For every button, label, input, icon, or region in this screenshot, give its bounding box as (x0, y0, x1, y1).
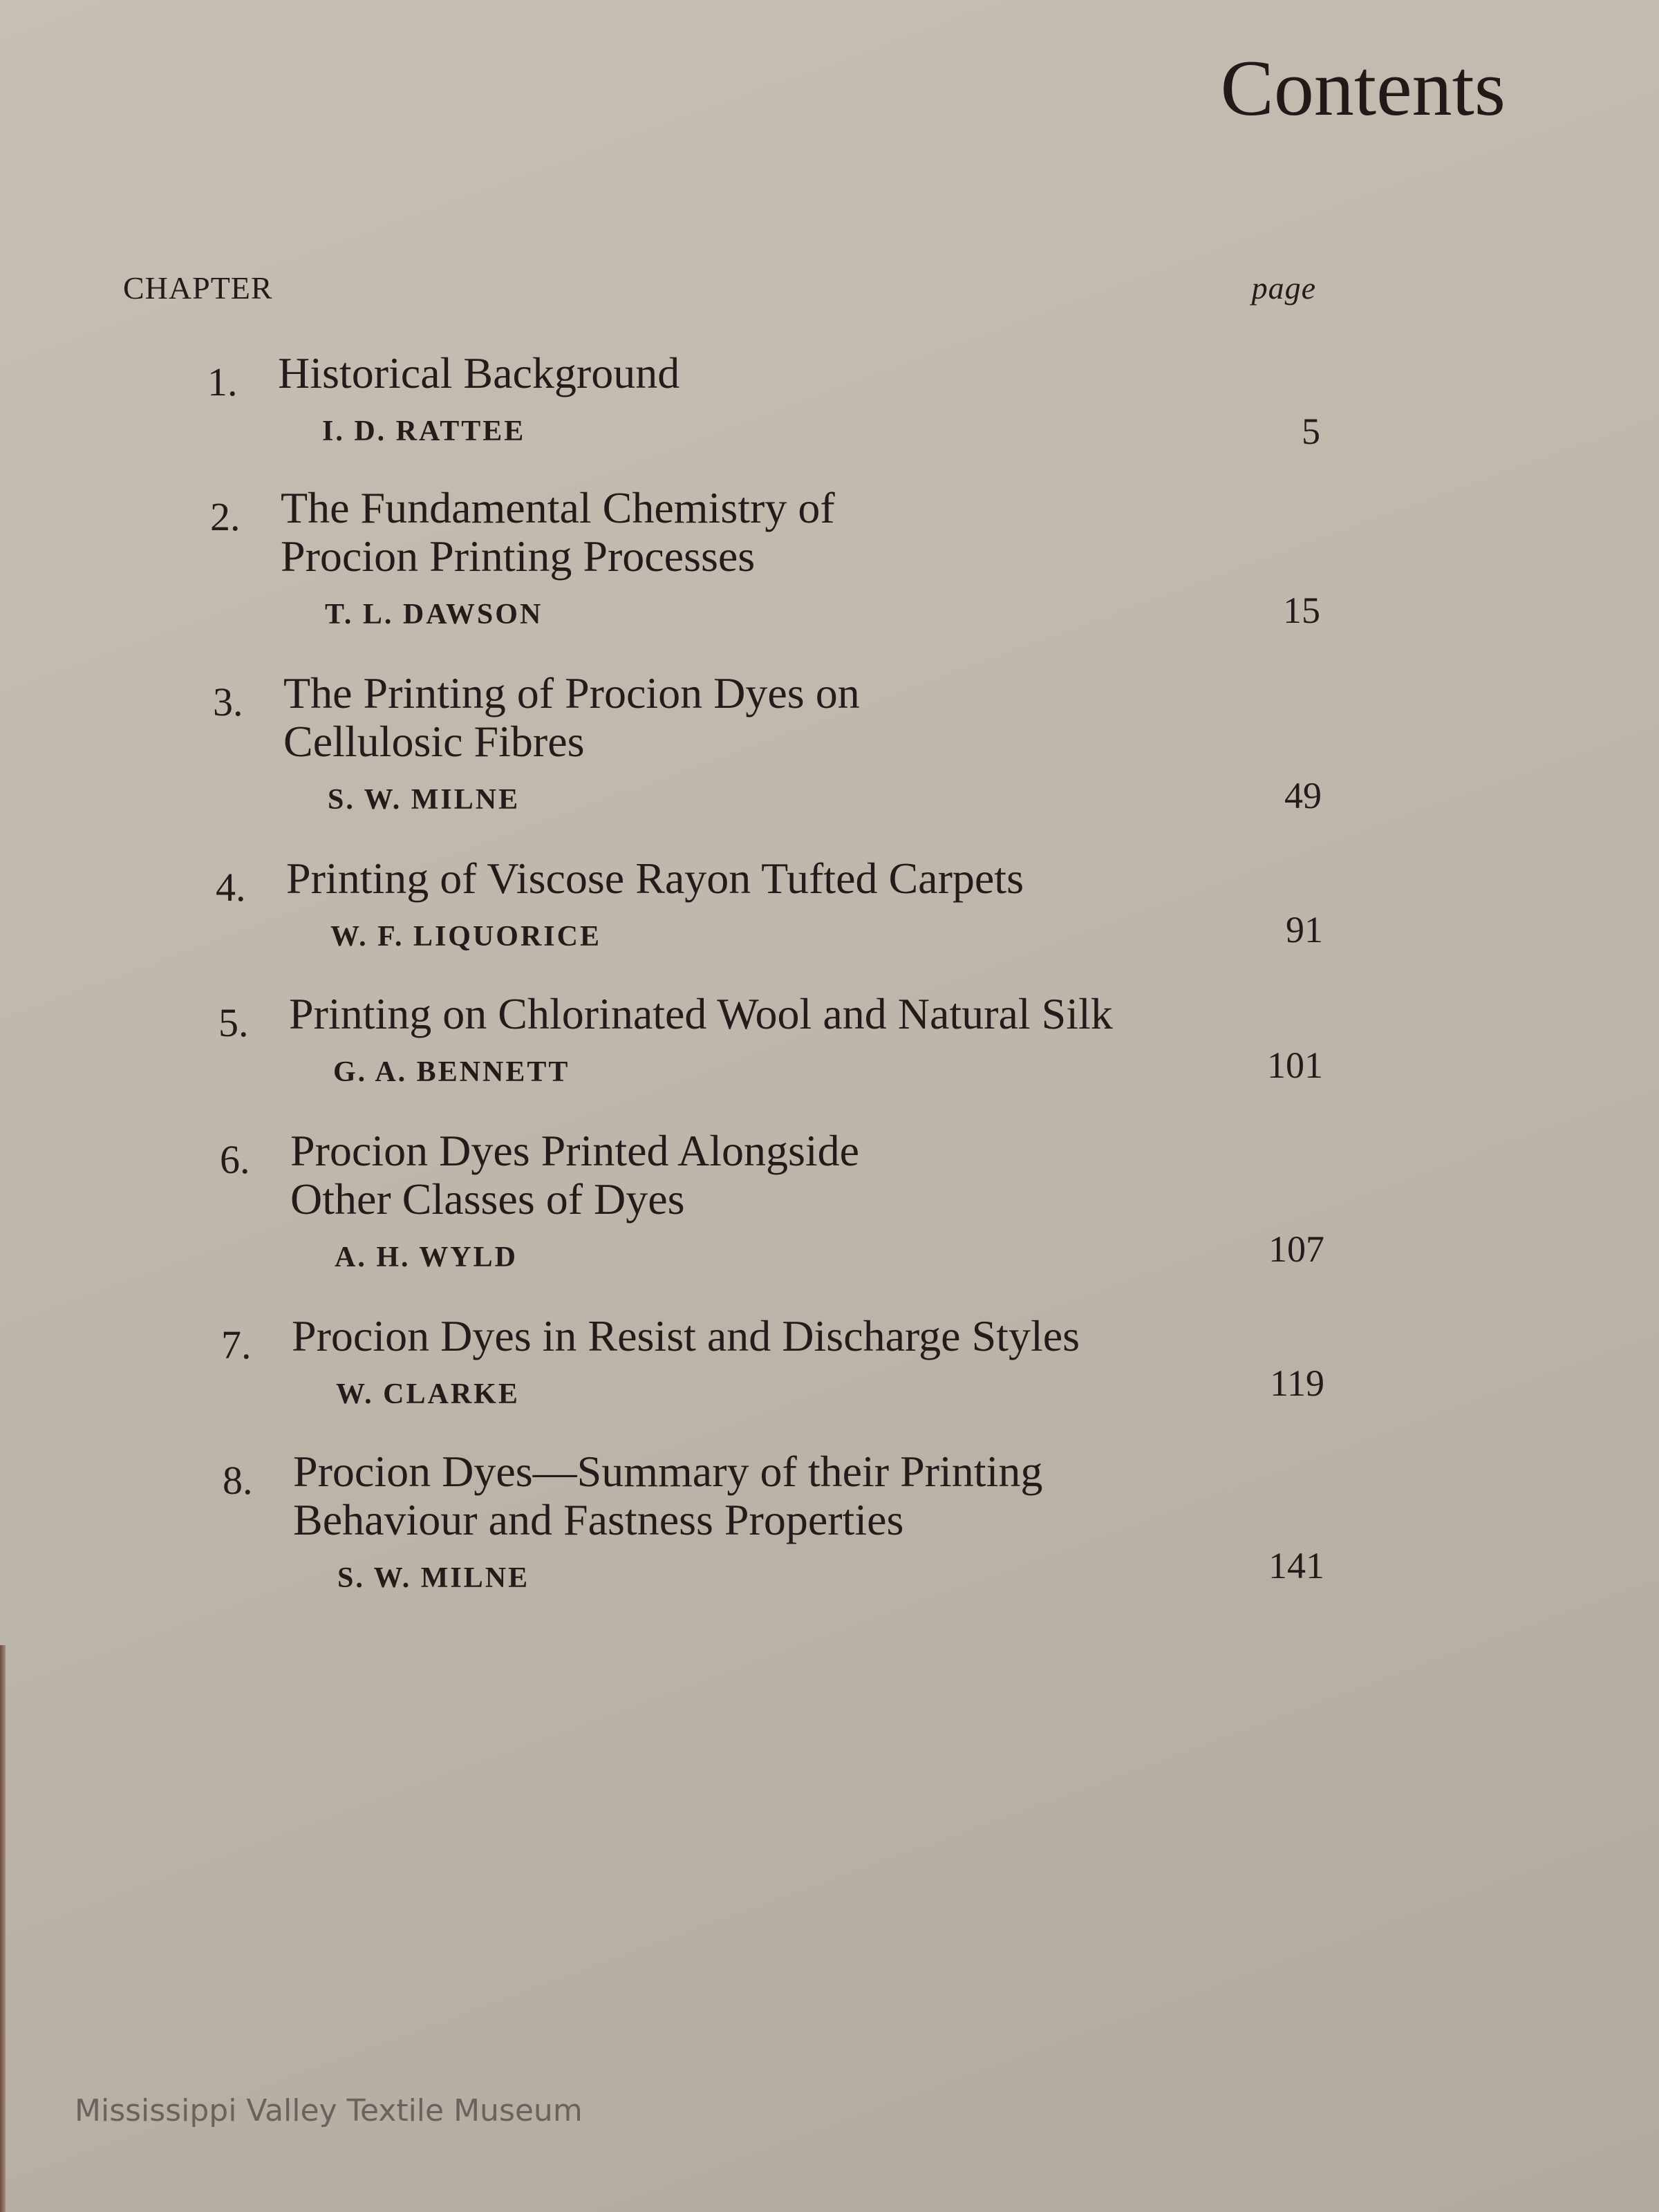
chapter-title-line: Printing of Viscose Rayon Tufted Carpets (286, 854, 1024, 903)
chapter-title-line: Cellulosic Fibres (283, 717, 585, 766)
chapter-number: 2. (210, 494, 241, 539)
chapter-title (278, 349, 679, 397)
chapter-title (292, 1312, 1080, 1360)
chapter-page-number: 141 (1268, 1545, 1324, 1586)
chapter-title-line: Procion Dyes Printed Alongside (290, 1126, 860, 1175)
chapter-title-line: Procion Printing Processes (281, 532, 756, 581)
chapter-title (286, 854, 1024, 903)
chapter-title-line: Other Classes of Dyes (290, 1174, 685, 1224)
chapter-title (289, 990, 1113, 1038)
chapter-title-line: Procion Dyes in Resist and Discharge Styles (292, 1311, 1080, 1360)
chapter-author: G. A. BENNETT (333, 1056, 570, 1088)
chapter-author: A. H. WYLD (335, 1241, 518, 1273)
chapter-title-line: The Fundamental Chemistry of (281, 483, 835, 532)
chapter-title (283, 669, 860, 766)
chapter-title-line: Historical Background (278, 348, 680, 397)
chapter-number: 7. (221, 1322, 252, 1367)
chapter-author: S. W. MILNE (328, 784, 521, 816)
chapter-page-number: 49 (1284, 775, 1322, 816)
chapter-author: I. D. RATTEE (322, 415, 526, 447)
chapter-number: 1. (207, 359, 238, 404)
page-column-header: page (1251, 270, 1316, 306)
book-page-edge (0, 1645, 6, 2212)
chapter-number: 8. (223, 1458, 253, 1503)
chapter-title-line: Behaviour and Fastness Properties (293, 1495, 904, 1544)
chapter-title-line: Printing on Chlorinated Wool and Natural Silk (289, 989, 1113, 1038)
chapter-number: 4. (216, 865, 246, 910)
museum-watermark: Mississippi Valley Textile Museum (75, 2093, 583, 2128)
chapter-page-number: 91 (1286, 909, 1323, 950)
chapter-page-number: 107 (1268, 1228, 1324, 1270)
chapter-title (290, 1127, 859, 1224)
chapter-page-number: 101 (1267, 1044, 1323, 1086)
chapter-number: 6. (220, 1137, 250, 1182)
chapter-page-number: 5 (1302, 411, 1320, 452)
chapter-page-number: 119 (1270, 1362, 1324, 1404)
chapter-number: 3. (213, 679, 243, 724)
chapter-author: W. CLARKE (336, 1378, 520, 1410)
chapter-page-number: 15 (1283, 590, 1320, 631)
chapter-author: S. W. MILNE (337, 1562, 530, 1594)
chapter-title-line: The Printing of Procion Dyes on (283, 668, 860, 718)
chapter-author: T. L. DAWSON (325, 599, 543, 630)
chapter-column-header: CHAPTER (123, 270, 273, 306)
page-title: Contents (1220, 44, 1506, 133)
chapter-title (281, 484, 835, 581)
chapter-title-line: Procion Dyes—Summary of their Printing (293, 1447, 1043, 1496)
chapter-author: W. F. LIQUORICE (330, 921, 601, 953)
chapter-title (293, 1447, 1042, 1544)
chapter-number: 5. (218, 1000, 249, 1045)
